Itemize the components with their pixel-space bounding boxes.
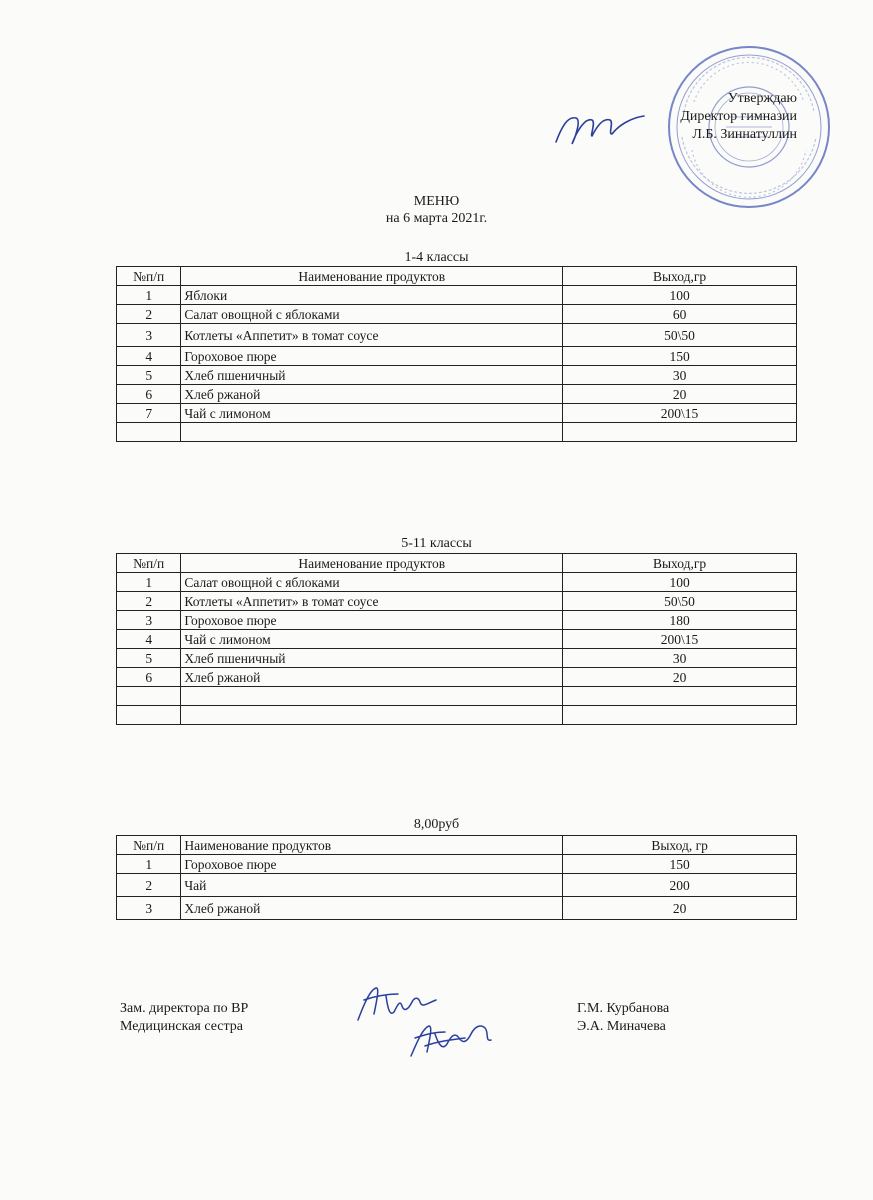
cell-product: Гороховое пюре	[181, 611, 563, 630]
column-header-product: Наименование продуктов	[181, 267, 563, 286]
cell-yield: 50\50	[563, 592, 797, 611]
cell-product: Салат овощной с яблоками	[181, 305, 563, 324]
cell-product: Хлеб ржаной	[181, 897, 563, 920]
table-row	[117, 366, 797, 385]
cell-product: Котлеты «Аппетит» в томат соусе	[181, 592, 563, 611]
cell-product: Гороховое пюре	[181, 855, 563, 874]
cell-number: 1	[117, 855, 181, 874]
table-row	[117, 874, 797, 897]
cell-number: 6	[117, 385, 181, 404]
table-row	[117, 404, 797, 423]
name-nurse: Э.А. Миначева	[577, 1019, 666, 1034]
cell-number	[117, 706, 181, 725]
nurse-signature	[405, 1012, 500, 1062]
cell-number: 1	[117, 573, 181, 592]
menu-header	[0, 193, 873, 227]
role-deputy-director: Зам. директора по ВР	[120, 1001, 249, 1016]
cell-yield	[563, 706, 797, 725]
cell-number: 4	[117, 630, 181, 649]
table-header-row	[117, 267, 797, 286]
cell-number: 5	[117, 649, 181, 668]
cell-product: Хлеб ржаной	[181, 385, 563, 404]
table-row	[117, 573, 797, 592]
menu-table-price	[116, 835, 797, 920]
cell-product: Чай с лимоном	[181, 404, 563, 423]
column-header-yield: Выход,гр	[563, 267, 797, 286]
cell-yield: 150	[563, 855, 797, 874]
table-row	[117, 630, 797, 649]
cell-number: 3	[117, 897, 181, 920]
cell-product: Салат овощной с яблоками	[181, 573, 563, 592]
table-row	[117, 324, 797, 347]
section-label-1-4: 1-4 классы	[404, 250, 469, 265]
menu-date: на 6 марта 2021г.	[385, 211, 488, 226]
cell-number: 4	[117, 347, 181, 366]
section-label-5-11: 5-11 классы	[401, 536, 472, 551]
column-header-yield: Выход,гр	[563, 554, 797, 573]
cell-product: Гороховое пюре	[181, 347, 563, 366]
cell-yield	[563, 687, 797, 706]
name-deputy-director: Г.М. Курбанова	[577, 1001, 670, 1016]
menu-title: МЕНЮ	[413, 194, 460, 209]
table-header-row	[117, 836, 797, 855]
table-header-row	[117, 554, 797, 573]
column-header-number: №п/п	[117, 836, 181, 855]
director-signature	[552, 106, 647, 148]
approval-label: Утверждаю	[727, 91, 797, 106]
section-label-price: 8,00руб	[413, 817, 460, 832]
cell-yield: 200\15	[563, 404, 797, 423]
menu-table-5-11	[116, 553, 797, 725]
cell-product: Хлеб пшеничный	[181, 649, 563, 668]
cell-number: 3	[117, 611, 181, 630]
cell-yield: 150	[563, 347, 797, 366]
cell-product: Котлеты «Аппетит» в томат соусе	[181, 324, 563, 347]
approver-position: Директор гимназии	[680, 109, 797, 124]
cell-number	[117, 687, 181, 706]
cell-product: Яблоки	[181, 286, 563, 305]
cell-yield: 100	[563, 286, 797, 305]
column-header-number: №п/п	[117, 267, 181, 286]
cell-yield: 200\15	[563, 630, 797, 649]
cell-number: 1	[117, 286, 181, 305]
cell-yield: 50\50	[563, 324, 797, 347]
cell-product: Чай с лимоном	[181, 630, 563, 649]
table-row	[117, 649, 797, 668]
cell-product	[181, 423, 563, 442]
cell-number: 3	[117, 324, 181, 347]
cell-yield: 180	[563, 611, 797, 630]
cell-yield: 200	[563, 874, 797, 897]
footer-names	[577, 1000, 669, 1036]
table-row-empty	[117, 706, 797, 725]
cell-product: Хлеб пшеничный	[181, 366, 563, 385]
cell-number: 6	[117, 668, 181, 687]
table-row	[117, 668, 797, 687]
role-nurse: Медицинская сестра	[120, 1019, 244, 1034]
menu-table-1-4	[116, 266, 797, 442]
table-row	[117, 592, 797, 611]
cell-yield: 20	[563, 897, 797, 920]
cell-yield	[563, 423, 797, 442]
cell-product: Чай	[181, 874, 563, 897]
cell-number: 7	[117, 404, 181, 423]
column-header-number: №п/п	[117, 554, 181, 573]
cell-yield: 100	[563, 573, 797, 592]
cell-number: 5	[117, 366, 181, 385]
cell-yield: 20	[563, 668, 797, 687]
table-row	[117, 611, 797, 630]
table-row	[117, 286, 797, 305]
table-row-empty	[117, 423, 797, 442]
cell-yield: 20	[563, 385, 797, 404]
table-row	[117, 305, 797, 324]
cell-yield: 60	[563, 305, 797, 324]
cell-product: Хлеб ржаной	[181, 668, 563, 687]
cell-product	[181, 706, 563, 725]
approval-block	[680, 90, 797, 144]
table-row	[117, 897, 797, 920]
table-row	[117, 385, 797, 404]
column-header-product: Наименование продуктов	[181, 554, 563, 573]
footer-roles	[120, 1000, 248, 1036]
cell-number: 2	[117, 305, 181, 324]
cell-number: 2	[117, 874, 181, 897]
column-header-product: Наименование продуктов	[181, 836, 563, 855]
approver-name: Л.Б. Зиннатуллин	[692, 127, 797, 142]
column-header-yield: Выход, гр	[563, 836, 797, 855]
cell-number: 2	[117, 592, 181, 611]
cell-yield: 30	[563, 366, 797, 385]
cell-product	[181, 687, 563, 706]
table-row	[117, 347, 797, 366]
cell-yield: 30	[563, 649, 797, 668]
table-row	[117, 855, 797, 874]
cell-number	[117, 423, 181, 442]
table-row-empty	[117, 687, 797, 706]
